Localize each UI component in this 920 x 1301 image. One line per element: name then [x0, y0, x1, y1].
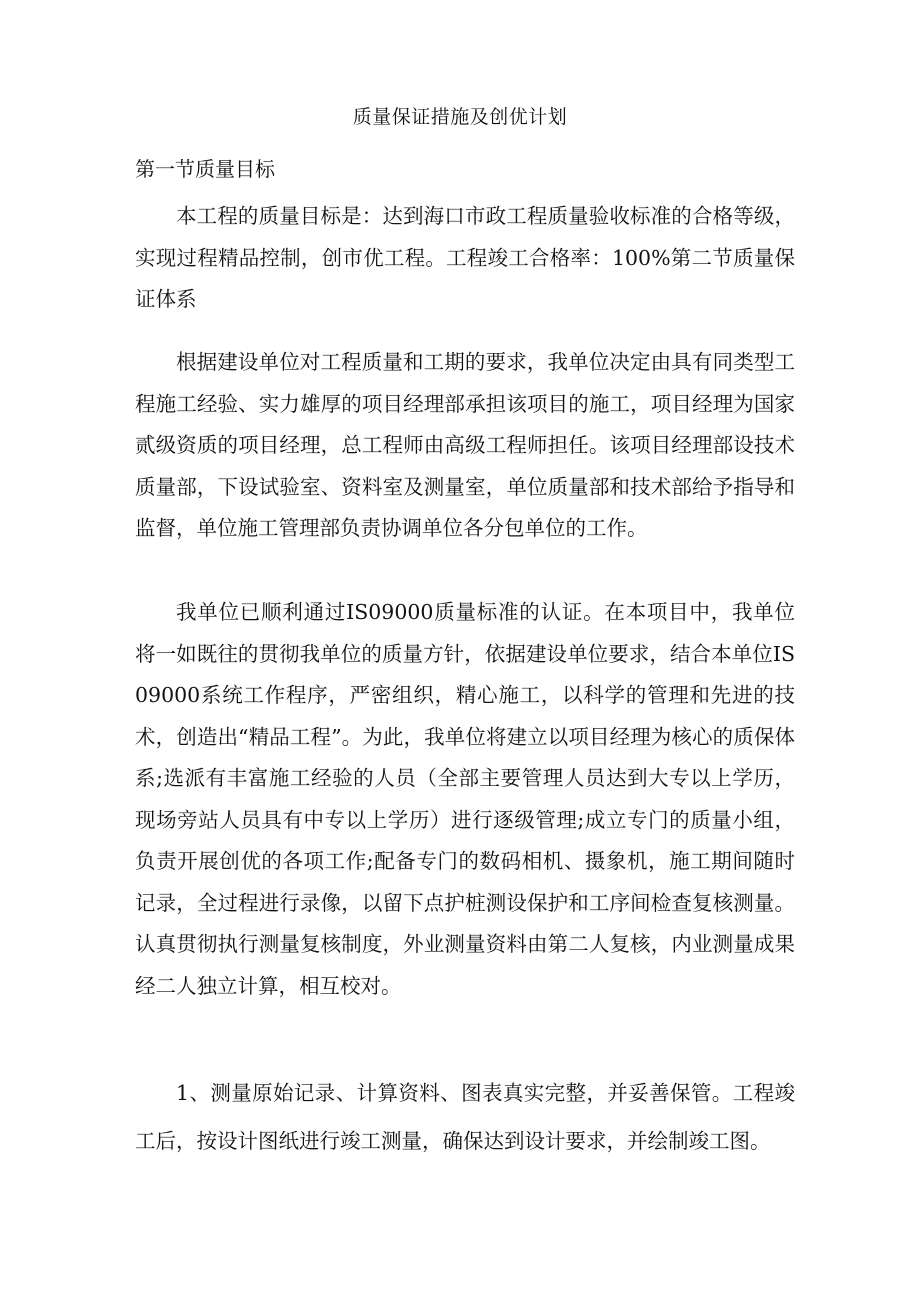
document-title: 质量保证措施及创优计划	[352, 106, 568, 128]
section-heading: 第一节质量目标	[135, 157, 275, 181]
paragraph-quality-goal: 本工程的质量目标是：达到海口市政工程质量验收标准的合格等级，实现过程精品控制，创市优工程。工程竣工合格率：100%第二节质量保证体系	[135, 204, 795, 311]
paragraph-survey-records: 1、测量原始记录、计算资料、图表真实完整，并妥善保管。工程竣工后，按设计图纸进行竣工测量，确保达到设计要求，并绘制竣工图。	[135, 1081, 795, 1153]
paragraph-quality-system: 我单位已顺利通过IS09000质量标准的认证。在本项目中，我单位将一如既往的贯彻我单位的质量方针，依据建设单位要求，结合本单位IS09000系统工作程序，严密组织，精心施工，以科学的管理和先进的技术，创造出“精品工程”。为此，我单位将建立以项目经理为核心的质保体系;选派有丰富施工经验的人员（全部主要管理人员达到大专以上学历，现场旁站人员具有中专以上学历）进行逐级管理;成立专门的质量小组，负责开展创优的各项工作;配备专门的数码相机、摄象机，施工期间随时记录，全过程进行录像，以留下点护桩测设保护和工序间检查复核测量。认真贯彻执行测量复核制度，外业测量资料由第二人复核，内业测量成果经二人独立计算，相互校对。	[135, 600, 795, 998]
paragraph-project-organization: 根据建设单位对工程质量和工期的要求，我单位决定由具有同类型工程施工经验、实力雄厚的项目经理部承担该项目的施工，项目经理为国家贰级资质的项目经理，总工程师由高级工程师担任。该项目经理部设技术质量部，下设试验室、资料室及测量室，单位质量部和技术部给予指导和监督，单位施工管理部负责协调单位各分包单位的工作。	[135, 350, 795, 540]
